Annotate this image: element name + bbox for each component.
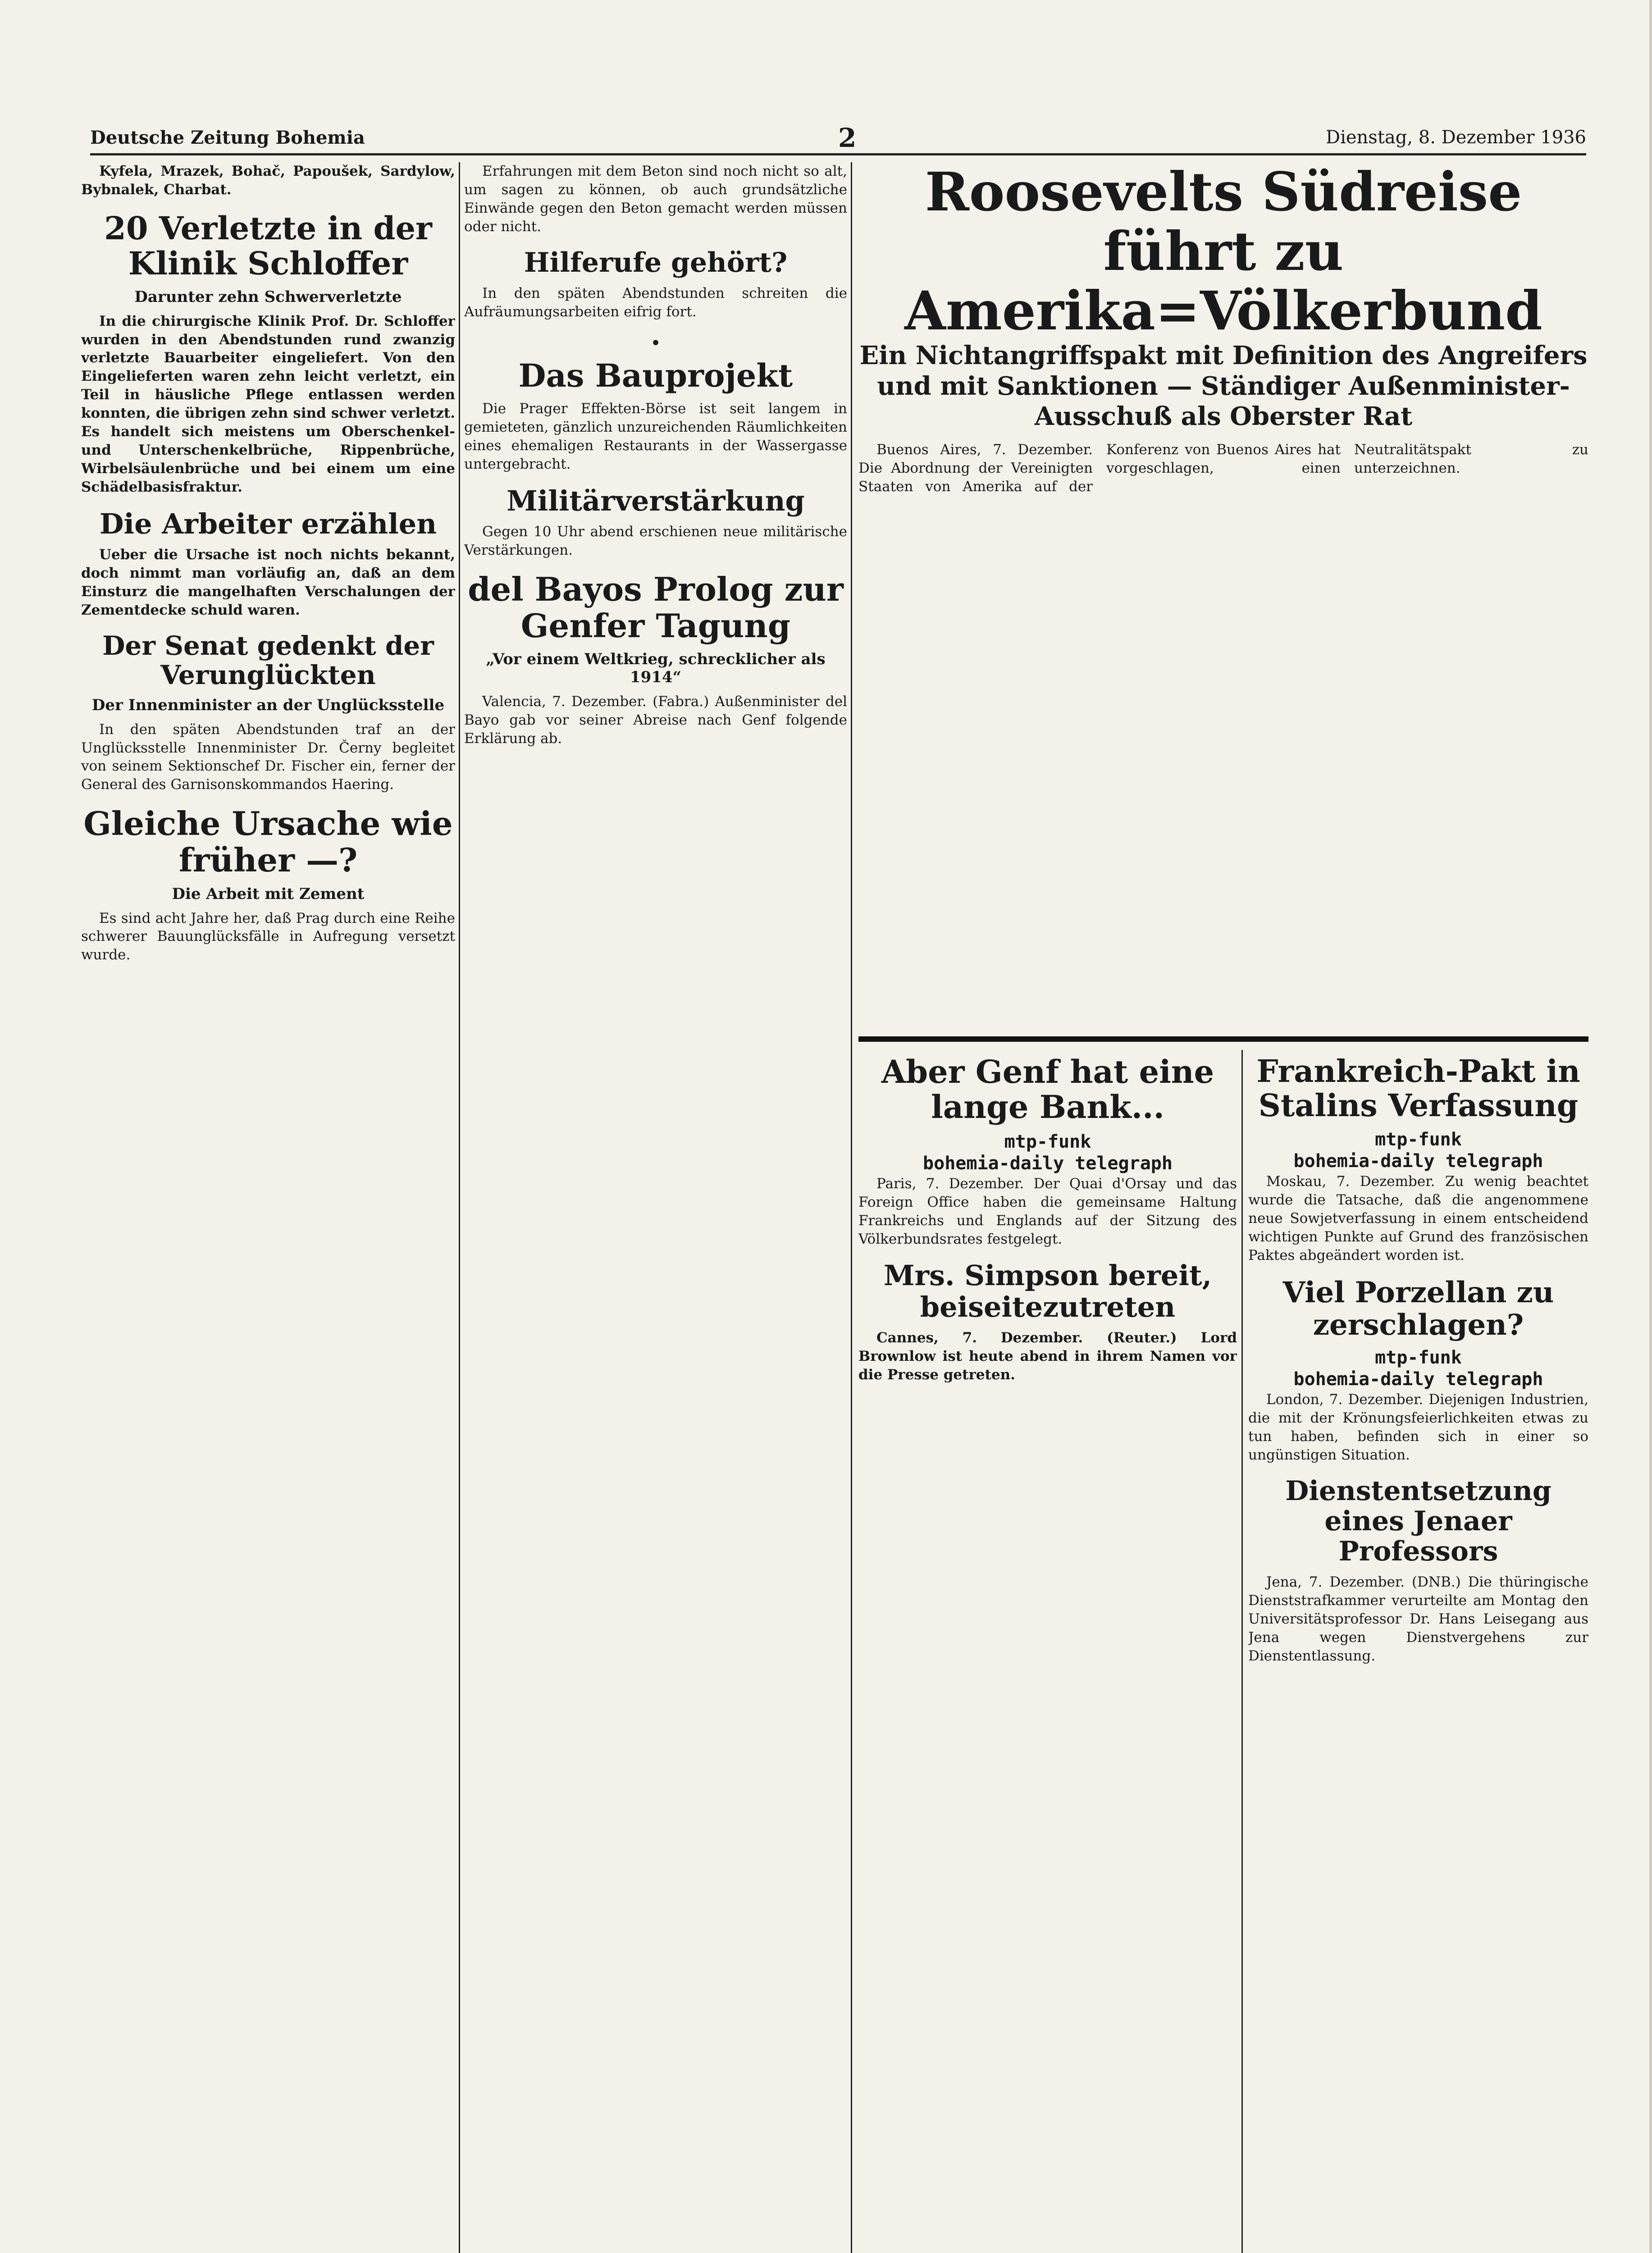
- column-5: [1248, 1050, 1588, 2253]
- article-paragraph: Valencia, 7. Dezember. (Fabra.) Außenminister del Bayo gab vor seiner Abreise nach Genf folgende Erklärung ab.: [464, 693, 847, 747]
- agency-line: bohemia-daily telegraph: [923, 1153, 1173, 1174]
- paper-name: Deutsche Zeitung Bohemia: [90, 127, 365, 148]
- article-paragraph: Erfahrungen mit dem Beton sind noch nicht so alt, um sagen zu können, ob auch grundsätzliche Einwände gegen den Beton gemacht werden müssen oder nicht.: [464, 163, 847, 235]
- masthead: [90, 123, 1586, 154]
- column-divider: [1241, 1050, 1243, 2253]
- article-roosevelt: [858, 162, 1588, 496]
- column-1: [81, 162, 455, 2253]
- article-headline: Die Arbeiter erzählen: [99, 507, 437, 540]
- article-paragraph: Paris, 7. Dezember. Der Quai d'Orsay und das Foreign Office haben die gemeinsame Haltung Frankreichs und Englands auf der Sitzung des Völkerbundsrates festgelegt.: [858, 1175, 1237, 1247]
- article-paragraph: In den späten Abendstunden traf an der Unglücksstelle Innenminister Dr. Černy begleitet von seinem Sektionschef Dr. Fischer ein, ferner der General des Garnisonskommandos Haering.: [81, 721, 455, 793]
- article-paragraph: London, 7. Dezember. Diejenigen Industrien, die mit der Krönungsfeierlichkeiten etwas zu tun haben, befinden sich in einer so ungünstigen Situation.: [1248, 1391, 1588, 1463]
- column-2: [464, 162, 847, 2253]
- article-paragraph: Cannes, 7. Dezember. (Reuter.) Lord Brownlow ist heute abend in ihrem Namen vor die Presse getreten.: [858, 1330, 1237, 1383]
- article-headline: Dienstentsetzung eines Jenaer Professors: [1285, 1475, 1552, 1568]
- masthead-rule: [90, 153, 1586, 155]
- article-arbeiter: [81, 508, 455, 620]
- article-paragraph: In die chirurgische Klinik Prof. Dr. Schloffer wurden in den Abendstunden rund zwanzig verletzte Bauarbeiter eingeliefert. Von den Eingelieferten waren zehn leicht verletzt, ein Teil in häusliche Pflege entlassen werden konnten, die übrigen zehn sind schwer verletzt. Es handelt sich meistens um Oberschenkel- und Unterschenkelbrüche, Rippenbrüche, Wirbelsäulenbrüche und bei einem um eine Schädelbasisfraktur.: [81, 313, 455, 495]
- issue-date: Dienstag, 8. Dezember 1936: [1326, 127, 1586, 148]
- article-genf: [858, 1054, 1237, 1248]
- article-paragraph: Buenos Aires, 7. Dezember. Die Abordnung der Vereinigten Staaten von Amerika auf der Konferenz von Buenos Aires hat vorgeschlagen, einen Neutralitätspakt zu unterzeichnen.: [858, 442, 1588, 495]
- article-senat: [81, 631, 455, 794]
- article-klinik: [81, 211, 455, 497]
- article-headline: Militärverstärkung: [507, 484, 805, 517]
- column-divider: [459, 162, 460, 2253]
- article-headline: Hilferufe gehört?: [524, 246, 788, 278]
- section-rule: [858, 1036, 1588, 1042]
- article-kyfela: [81, 162, 455, 199]
- page-number: 2: [838, 123, 857, 153]
- article-paragraph: Die Prager Effekten-Börse ist seit langem in gemieteten, gänzlich unzureichenden Räumlichkeiten eines ehemaligen Restaurants in der Wassergasse untergebracht.: [464, 401, 847, 472]
- article-jena: [1248, 1476, 1588, 1665]
- article-paragraph: Moskau, 7. Dezember. Zu wenig beachtet wurde die Tatsache, daß die angenommene neue Sowjetverfassung in einem entscheidend wichtigen Punkte auf Grund des französischen Paktes abgeändert worden ist.: [1248, 1173, 1588, 1263]
- agency-line: mtp-funk: [1375, 1347, 1462, 1368]
- article-headline: Viel Porzellan zu zerschlagen?: [1282, 1275, 1554, 1342]
- agency-line: mtp-funk: [1375, 1129, 1462, 1150]
- article-headline: Aber Genf hat eine lange Bank...: [881, 1053, 1214, 1126]
- agency-line: mtp-funk: [1004, 1131, 1091, 1152]
- article-headline: Frankreich-Pakt in Stalins Verfassung: [1256, 1054, 1580, 1124]
- article-militaer: [464, 485, 847, 560]
- article-paragraph: Gegen 10 Uhr abend erschienen neue militärische Verstärkungen.: [464, 524, 847, 558]
- article-porzellan: [1248, 1277, 1588, 1464]
- article-paragraph: Es sind acht Jahre her, daß Prag durch eine Reihe schwerer Bauunglücksfälle in Aufregung versetzt wurde.: [81, 910, 455, 963]
- article-headline: Der Senat gedenkt der Verunglückten: [102, 630, 434, 690]
- article-headline: Mrs. Simpson bereit, beiseitezutreten: [883, 1259, 1212, 1323]
- agency-line: bohemia-daily telegraph: [1293, 1369, 1543, 1390]
- section-separator: •: [650, 333, 661, 354]
- article-paragraph: Ueber die Ursache ist noch nichts bekannt, doch nimmt man vorläufig an, daß an dem Einsturz die mangelhaften Verschalungen der Zementdecke schuld waren.: [81, 547, 455, 618]
- article-bayos: [464, 571, 847, 748]
- article-headline: Gleiche Ursache wie früher —?: [83, 804, 453, 879]
- article-simpson: [858, 1260, 1237, 1384]
- article-subheadline: Die Arbeit mit Zement: [172, 885, 365, 903]
- column-4: [858, 1050, 1237, 2253]
- article-headline: del Bayos Prolog zur Genfer Tagung: [468, 570, 844, 645]
- article-subheadline: Darunter zehn Schwerverletzte: [134, 287, 402, 306]
- article-headline: Roosevelts Südreise führt zu Amerika=Völkerbund: [904, 162, 1542, 342]
- agency-line: bohemia-daily telegraph: [1293, 1151, 1543, 1172]
- article-headline: Das Bauprojekt: [518, 356, 793, 394]
- article-paragraph: In den späten Abendstunden schreiten die Aufräumungsarbeiten eifrig fort.: [464, 285, 847, 320]
- lead-story: [858, 162, 1588, 1009]
- article-subheadline: Ein Nichtangriffspakt mit Definition des Angreifers und mit Sanktionen — Ständiger Außenminister-Ausschuß als Oberster Rat: [859, 341, 1588, 431]
- page-edge: [1649, 0, 1652, 2253]
- article-frankreich: [1248, 1054, 1588, 1265]
- article-bauprojekt: [464, 358, 847, 474]
- article-paragraph: Jena, 7. Dezember. (DNB.) Die thüringische Dienststrafkammer verurteilte am Montag den Universitätsprofessor Dr. Hans Leisegang aus Jena wegen Dienstvergehens zur Dienstentlassung.: [1248, 1574, 1588, 1664]
- column-divider: [851, 162, 852, 2253]
- article-ursache: [81, 806, 455, 964]
- article-subheadline: „Vor einem Weltkrieg, schrecklicher als 1914“: [486, 650, 826, 687]
- article-headline: 20 Verletzte in der Klinik Schloffer: [104, 209, 432, 283]
- article-beton-continued: [464, 162, 847, 236]
- article-hilferufe: [464, 248, 847, 321]
- article-subheadline: Der Innenminister an der Unglücksstelle: [91, 696, 445, 714]
- article-paragraph: Kyfela, Mrazek, Bohač, Papoušek, Sardylow, Bybnalek, Charbat.: [81, 163, 455, 198]
